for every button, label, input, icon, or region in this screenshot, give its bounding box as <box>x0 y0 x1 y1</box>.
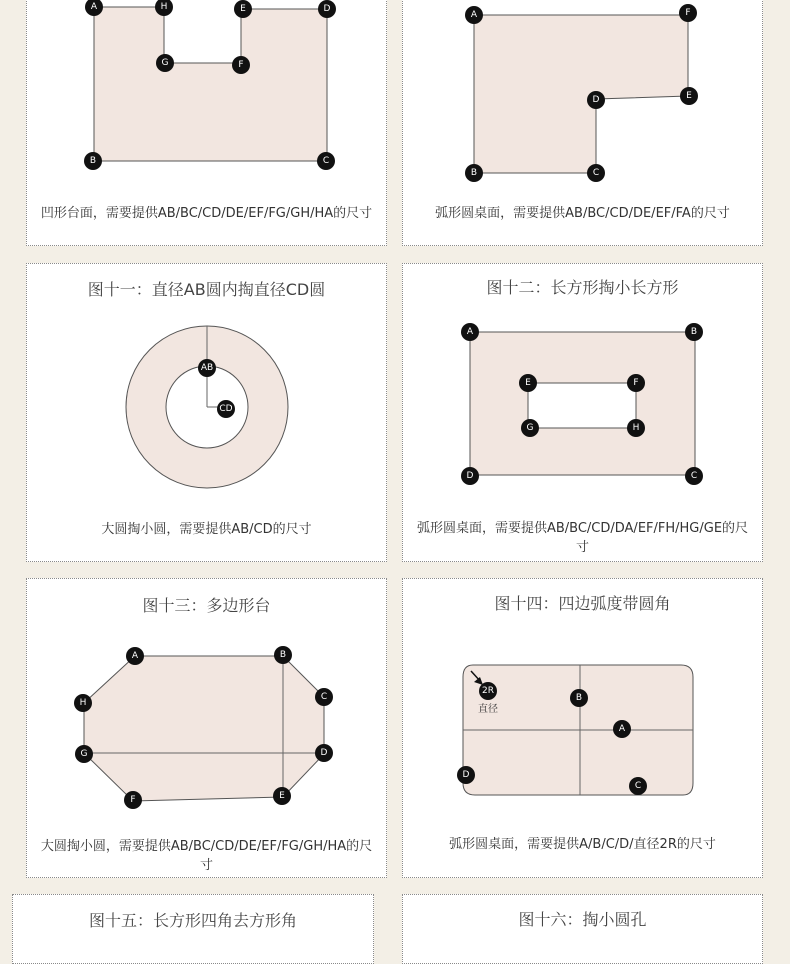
point-b <box>570 689 588 707</box>
panel-ring <box>26 263 387 562</box>
point-d <box>318 0 336 18</box>
point-a <box>465 6 483 24</box>
point-b <box>274 646 292 664</box>
svg-text:E: E <box>525 378 531 388</box>
point-c <box>315 688 333 706</box>
panel-caption: 大圆掏小圆，需要提供AB/BC/CD/DE/EF/FG/GH/HA的尺寸 <box>40 839 373 873</box>
octagon-shape <box>84 656 324 801</box>
svg-text:H: H <box>160 2 168 12</box>
panel-polygon-top <box>26 578 387 878</box>
point-b <box>465 164 483 182</box>
point-a <box>126 647 144 665</box>
svg-text:D: D <box>466 471 474 481</box>
point-g <box>521 419 539 437</box>
svg-text:B: B <box>470 168 478 178</box>
svg-text:D: D <box>592 95 600 105</box>
svg-text:2R: 2R <box>482 686 494 696</box>
svg-text:B: B <box>575 693 583 703</box>
point-e <box>234 0 252 18</box>
panel-small-hole <box>402 894 763 964</box>
point-e <box>273 787 291 805</box>
point-2r <box>479 682 497 700</box>
panel-caption: 大圆掏小圆，需要提供AB/CD的尺寸 <box>101 522 312 537</box>
panel-rect-cutout <box>402 263 763 562</box>
point-f <box>232 56 250 74</box>
svg-text:D: D <box>462 770 470 780</box>
panel-caption: 弧形圆桌面，需要提供AB/BC/CD/DA/EF/FH/HG/GE的尺寸 <box>416 521 749 555</box>
svg-text:F: F <box>685 8 691 18</box>
svg-text:B: B <box>690 327 698 337</box>
svg-text:C: C <box>320 692 328 702</box>
svg-text:CD: CD <box>219 404 233 414</box>
svg-text:A: A <box>131 651 139 661</box>
svg-text:E: E <box>686 91 692 101</box>
panel-title: 图十三：多边形台 <box>142 596 271 615</box>
panel-title: 图十四：四边弧度带圆角 <box>494 594 671 613</box>
panel-title: 图十一：直径AB圆内掏直径CD圆 <box>87 280 326 299</box>
svg-text:G: G <box>80 749 88 759</box>
panel-concave-top <box>26 0 387 246</box>
point-c <box>587 164 605 182</box>
svg-text:D: D <box>323 4 331 14</box>
point-c <box>629 777 647 795</box>
panel-caption: 弧形圆桌面，需要提供A/B/C/D/直径2R的尺寸 <box>449 837 716 852</box>
svg-text:A: A <box>90 2 98 12</box>
svg-text:D: D <box>320 748 328 758</box>
point-h <box>627 419 645 437</box>
point-f <box>124 791 142 809</box>
arc-table-shape <box>474 15 688 173</box>
svg-text:AB: AB <box>200 363 214 373</box>
panel-arc-table <box>402 0 763 246</box>
svg-text:F: F <box>130 795 136 805</box>
point-a <box>461 323 479 341</box>
panel-caption: 弧形圆桌面，需要提供AB/BC/CD/DE/EF/FA的尺寸 <box>435 206 730 221</box>
svg-text:H: H <box>79 698 87 708</box>
panel-caption: 凹形台面，需要提供AB/BC/CD/DE/EF/FG/GH/HA的尺寸 <box>40 206 373 221</box>
svg-text:A: A <box>618 724 626 734</box>
point-d <box>461 467 479 485</box>
point-e <box>519 374 537 392</box>
ring-figure <box>27 264 387 562</box>
svg-text:E: E <box>240 4 246 14</box>
point-g <box>156 54 174 72</box>
svg-text:B: B <box>89 156 97 166</box>
svg-text:G: G <box>526 423 534 433</box>
point-c <box>685 467 703 485</box>
concave-shape <box>94 7 327 161</box>
svg-text:C: C <box>322 156 330 166</box>
point-a <box>613 720 631 738</box>
svg-text:A: A <box>466 327 474 337</box>
point-d <box>315 744 333 762</box>
svg-text:C: C <box>592 168 600 178</box>
point-f <box>627 374 645 392</box>
panel-title: 图十六：掏小圆孔 <box>518 910 647 929</box>
inner-rectangle <box>528 383 636 428</box>
svg-text:C: C <box>634 781 642 791</box>
svg-text:B: B <box>279 650 287 660</box>
point-c <box>317 152 335 170</box>
svg-text:E: E <box>279 791 285 801</box>
panel-rounded-rect <box>402 578 763 878</box>
point-e <box>680 87 698 105</box>
point-d <box>587 91 605 109</box>
polygon-figure <box>27 579 387 878</box>
point-ab <box>198 359 216 377</box>
point-cd <box>217 400 235 418</box>
svg-text:F: F <box>633 378 639 388</box>
svg-text:F: F <box>238 60 244 70</box>
point-b <box>84 152 102 170</box>
point-h <box>74 694 92 712</box>
panel-title: 图十五：长方形四角去方形角 <box>88 911 297 930</box>
rect-cutout-figure <box>403 264 763 562</box>
panel-title: 图十二：长方形掏小长方形 <box>486 278 679 297</box>
svg-text:A: A <box>470 10 478 20</box>
radius-note: 直径 <box>478 704 498 715</box>
svg-text:H: H <box>632 423 640 433</box>
panel-rect-corners <box>12 894 374 964</box>
point-f <box>679 4 697 22</box>
svg-text:C: C <box>690 471 698 481</box>
svg-text:G: G <box>161 58 169 68</box>
point-g <box>75 745 93 763</box>
point-d <box>457 766 475 784</box>
rounded-rect-figure <box>403 579 763 878</box>
point-b <box>685 323 703 341</box>
